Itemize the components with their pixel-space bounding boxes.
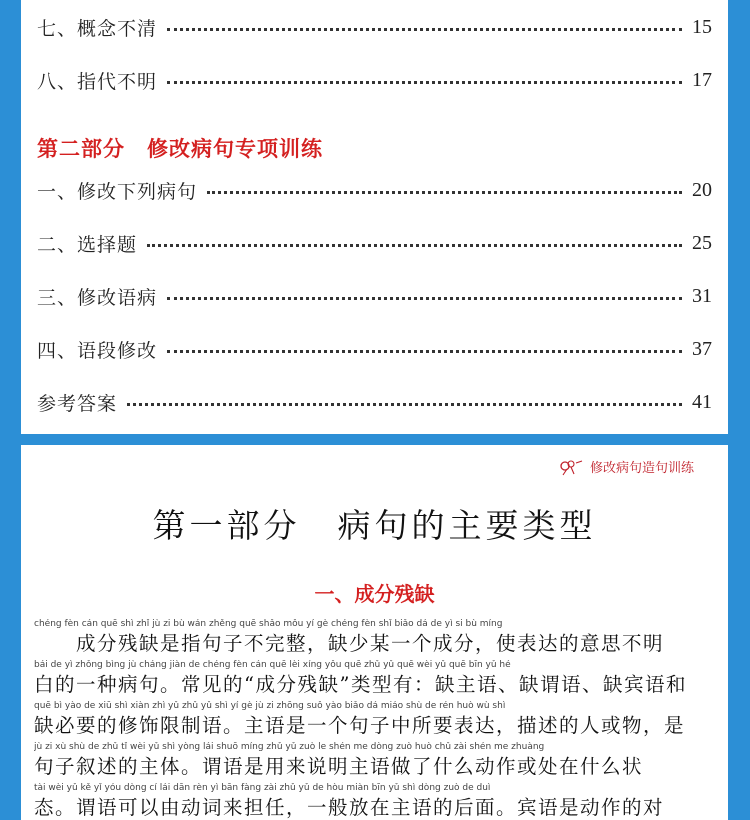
toc-entry-title: 三、修改语病: [37, 286, 158, 309]
toc-entry-title: 参考答案: [37, 392, 118, 415]
toc-entry[interactable]: [37, 60, 712, 100]
pinyin-line: bái de yì zhǒng bìng jù cháng jiàn de chéng fèn cán quē lèi xíng yǒu quē zhǔ yǔ quē wèi yǔ quē bīn yǔ hé: [34, 660, 511, 670]
toc-entry-title: 七、概念不清: [37, 17, 158, 40]
toc-entry-title: 四、语段修改: [37, 339, 158, 362]
book-page: [21, 445, 728, 820]
pinyin-line: jù zi xù shù de zhǔ tǐ wèi yǔ shì yòng lái shuō míng zhǔ yǔ zuò le shén me dòng zuò huò chǔ zài shén me zhuàng: [34, 742, 545, 752]
toc-entry-page: 25: [692, 231, 712, 254]
toc-entry-page: 20: [692, 178, 712, 201]
flower-icon: [558, 458, 584, 476]
toc-leader-dots: [167, 297, 682, 300]
toc-entry-page: 31: [692, 284, 712, 307]
toc-entry-title: 二、选择题: [37, 233, 138, 256]
toc-entry-page: 41: [692, 390, 712, 413]
toc-leader-dots: [127, 403, 682, 406]
toc-entry[interactable]: [37, 382, 712, 422]
section-heading: 一、成分残缺: [314, 582, 435, 606]
toc-entry[interactable]: [37, 7, 712, 47]
toc-leader-dots: [147, 244, 682, 247]
table-of-contents: [21, 0, 728, 434]
text-line: 态。谓语可以由动词来担任，一般放在主语的后面。宾语是动作的对: [34, 796, 665, 819]
text-line: 成分残缺是指句子不完整，缺少某一个成分，使表达的意思不明: [34, 632, 665, 655]
text-line: 缺必要的修饰限制语。主语是一个句子中所要表达，描述的人或物，是: [34, 714, 686, 737]
toc-entry-title: 一、修改下列病句: [37, 180, 198, 203]
toc-section-title: 第二部分 修改病句专项训练: [37, 137, 323, 161]
pinyin-line: chéng fèn cán quē shì zhǐ jù zi bù wán zhěng quē shǎo mǒu yí gè chéng fèn shǐ biǎo dá de yì si bù míng: [34, 619, 503, 629]
toc-leader-dots: [167, 350, 682, 353]
toc-entry[interactable]: [37, 170, 712, 210]
brand-text: 修改病句造句训练: [589, 461, 694, 476]
part-title: 第一部分 病句的主要类型: [152, 506, 597, 545]
toc-leader-dots: [167, 28, 682, 31]
text-line: 白的一种病句。常见的“成分残缺”类型有：缺主语、缺谓语、缺宾语和: [34, 673, 687, 696]
toc-entry[interactable]: [37, 223, 712, 263]
toc-entry-page: 15: [692, 15, 712, 38]
toc-leader-dots: [167, 81, 682, 84]
text-line: 句子叙述的主体。谓语是用来说明主语做了什么动作或处在什么状: [34, 755, 644, 778]
pinyin-line: quē bì yào de xiū shì xiàn zhì yǔ zhǔ yǔ shì yí gè jù zi zhōng suǒ yào biǎo dá miáo shù de rén huò wù shì: [34, 701, 506, 711]
toc-leader-dots: [207, 191, 682, 194]
brand-mark: [558, 457, 694, 476]
pinyin-line: tài wèi yǔ kě yǐ yóu dòng cí lái dān rèn yì bān fàng zài zhǔ yǔ de hòu miàn bīn yǔ shì dòng zuò de duì: [34, 783, 491, 793]
toc-entry[interactable]: [37, 329, 712, 369]
toc-entry-title: 八、指代不明: [37, 70, 158, 93]
toc-entry[interactable]: [37, 276, 712, 316]
toc-entry-page: 37: [692, 337, 712, 360]
toc-entry-page: 17: [692, 68, 712, 91]
